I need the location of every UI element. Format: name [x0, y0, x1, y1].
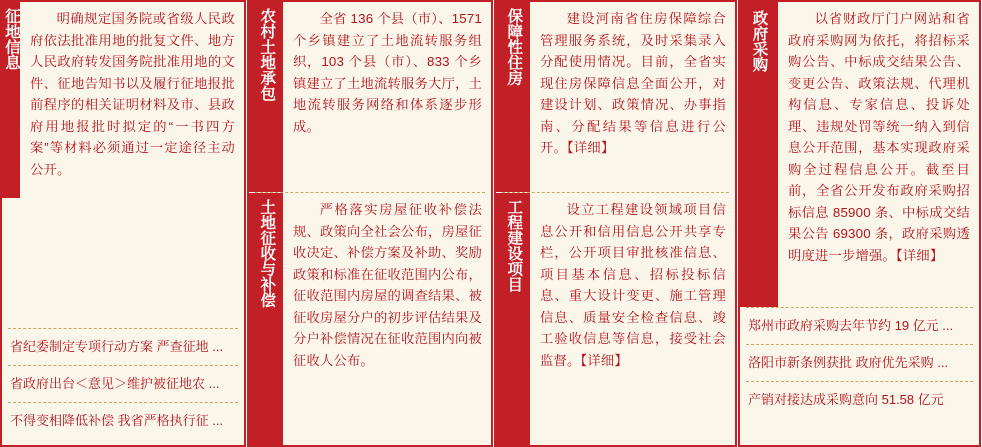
- block-land-acquisition-info: [2, 2, 244, 198]
- list-item[interactable]: 省政府出台＜意见＞维护被征地农 ...: [10, 376, 220, 391]
- block-label-government-procurement: [740, 2, 778, 307]
- block-body-construction-projects: 设立工程建设领域项目信息公开和信用信息公开共享专栏，公开项目审批核准信息、项目基本信息、招标投标信息、重大设计变更、施工管理信息、质量安全检查信息、竣工验收信息等信息，接受社会监督。【详细】: [540, 202, 726, 368]
- block-label-text: 政府采购: [750, 10, 768, 72]
- list-item[interactable]: 省纪委制定专项行动方案 严查征地 ...: [10, 339, 224, 354]
- block-label-text: 工程建设项目: [505, 199, 523, 292]
- block-body-land-expropriation: 严格落实房屋征收补偿法规、政策向全社会公布，房屋征收决定、补偿方案及补助、奖励政策和标准在征收范围内公布，征收范围内房屋的调查结果、被征收房屋分户的初步评估结果及分户补偿情况在征收范围内向被征收人公布。: [293, 202, 482, 368]
- list-item[interactable]: 不得变相降低补偿 我省严格执行征 ...: [10, 413, 224, 428]
- block-land-expropriation: [249, 193, 491, 445]
- block-label-affordable-housing: [496, 2, 530, 192]
- block-label-text: 征地信息: [3, 8, 20, 70]
- list-item[interactable]: 洛阳市新条例获批 政府优先采购 ...: [748, 355, 949, 370]
- block-label-text: 农村土地承包: [258, 8, 276, 101]
- block-body-affordable-housing: 建设河南省住房保障综合管理服务系统，及时采集录入分配使用情况。目前，全省实现住房保障信息全面公开，对建设计划、政策情况、办事指南、分配结果等信息进行公开。【详细】: [540, 11, 726, 155]
- column-land-acquisition: [0, 0, 246, 447]
- block-label-land-acquisition: [2, 2, 20, 198]
- block-label-rural-land-contract: [249, 2, 283, 192]
- list-item[interactable]: 郑州市政府采购去年节约 19 亿元 ...: [748, 318, 954, 333]
- block-affordable-housing: [496, 2, 735, 192]
- block-body-land-acquisition: 明确规定国务院或省级人民政府依法批准用地的批复文件、地方人民政府转发国务院批准用地的文件、征地告知书以及履行征地报批前程序的相关证明材料及市、县政府用地报批时拟定的“一书四方案”等材料必须通过一定途径主动公开。: [30, 11, 235, 177]
- block-government-procurement: [740, 2, 979, 307]
- block-body-rural-land-contract: 全省 136 个县（市）、1571 个乡镇建立了土地流转服务组织，103 个县（市）、833 个乡镇建立了土地流转服务大厅，土地流转服务网络和体系逐步形成。: [293, 11, 482, 134]
- block-rural-land-contract: [249, 2, 491, 192]
- column-government-procurement: [738, 0, 981, 447]
- block-label-land-expropriation: [249, 193, 283, 445]
- block-body-government-procurement: 以省财政厅门户网站和省政府采购网为依托，将招标采购公告、中标成交结果公告、变更公告、政策法规、代理机构信息、专家信息、投诉处理、违规处罚等统一纳入到信息公开范围，基本实现政府采购全过程信息公开。截至目前，全省公开发布政府采购招标信息 85900 条、中标成交结果公告 69300 条，政府采购透明度进一步增强。【详细】: [788, 11, 970, 263]
- list-item[interactable]: 产销对接达成采购意向 51.58 亿元: [748, 392, 944, 407]
- block-label-text: 保障性住房: [505, 8, 523, 86]
- column-housing-and-projects: [494, 0, 737, 447]
- block-label-construction-projects: [496, 193, 530, 445]
- column-1-bottom-pad: [2, 439, 244, 445]
- column-rural-land: [247, 0, 493, 447]
- column-1-filler: [2, 198, 244, 328]
- block-label-text: 土地征收与补偿: [258, 199, 276, 308]
- block-construction-projects: [496, 193, 735, 445]
